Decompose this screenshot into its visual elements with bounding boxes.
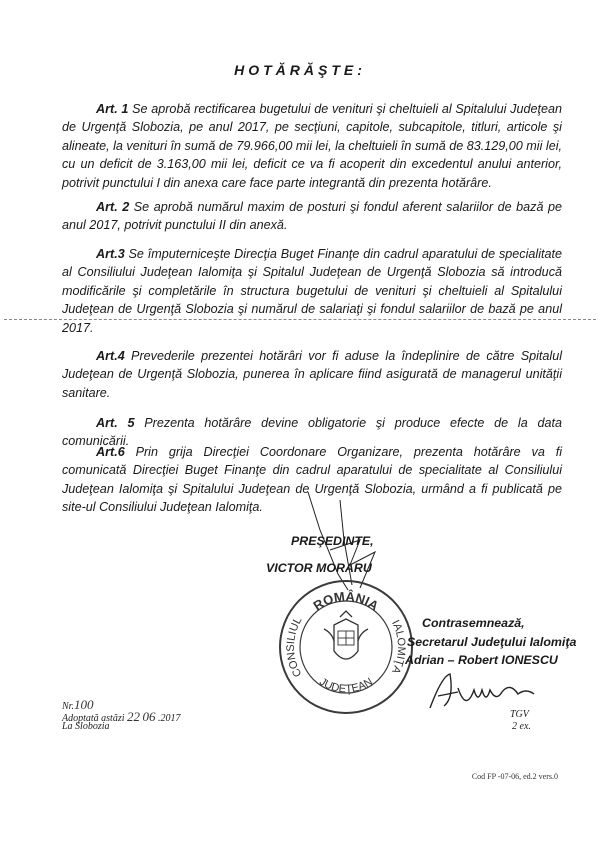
dashed-fold-line: [4, 319, 596, 320]
countersign-label: Contrasemnează,: [422, 616, 525, 630]
form-code: Cod FP -07-06, ed.2 vers.0: [471, 772, 558, 781]
article-1-text: Se aprobă rectificarea bugetului de venituri şi cheltuieli al Spitalului Judeţean de Urgenţă Slobozia, pe anul 2017, pe secţiuni, capitole, subcapitole, titluri, articole şi alineate, la venituri în sumă de 79.966,00 mii lei, la cheltuieli în sumă de 83.129,00 mii lei, cu un deficit de 3.163,00 mii lei, deficit ce va fi acoperit din excedentul anului anterior, potrivit punctului I din anexa care face parte integrantă din prezenta hotărâre.: [62, 102, 562, 190]
countersign-name: Adrian – Robert IONESCU: [405, 653, 558, 667]
article-5-label: Art. 5: [96, 416, 135, 430]
article-3: [62, 245, 562, 337]
president-name: VICTOR MORARU: [266, 561, 372, 575]
article-4-text: Prevederile prezentei hotărâri vor fi aduse la îndeplinire de către Spitalul Judeţean de Urgenţă Slobozia, punerea în aplicare fiind asigurată de managerul unităţii sanitare.: [62, 349, 562, 400]
adoption-date: Adoptată astăzi 22 06 .2017: [62, 709, 181, 724]
adoption-year: .2017: [158, 713, 181, 724]
coat-of-arms-icon: [324, 611, 368, 659]
stamp-bottom-text: JUDEŢEAN: [317, 675, 375, 696]
article-6-text: Prin grija Direcţiei Coordonare Organizare, prezenta hotărâre va fi comunicată Direcţiei Buget Finanţe din cadrul aparatului de specialitate al Consiliului Judeţean Ialomiţa şi Spitalului Judeţean de Urgenţă Slobozia, urmând a fi publicată pe site-ul Consiliului Judeţean Ialomiţa.: [62, 445, 562, 515]
decision-number: Nr.100: [62, 697, 94, 712]
stamp-left-text: CONSILIUL: [284, 615, 305, 679]
document-title: HOTĂRĂŞTE:: [234, 62, 366, 78]
article-6-label: Art.6: [96, 445, 125, 459]
countersign-title: Secretarul Judeţului Ialomiţa: [407, 635, 577, 649]
svg-text:JUDEŢEAN: [317, 676, 375, 696]
article-5-text: Prezenta hotărâre devine obligatorie şi produce efecte de la data comunicării.: [62, 416, 562, 449]
article-3-label: Art.3: [96, 247, 125, 261]
article-4: [62, 347, 562, 402]
stamp-top-text: ROMÂNIA: [310, 588, 382, 614]
article-4-label: Art.4: [96, 349, 125, 363]
article-2-label: Art. 2: [96, 200, 130, 214]
article-1: [62, 100, 562, 192]
svg-text:ROMÂNIA: [311, 589, 382, 614]
president-role: PREŞEDINTE,: [291, 534, 374, 548]
svg-text:CONSILIUL: [285, 615, 305, 679]
copies-count: 2 ex.: [512, 721, 531, 732]
initials: TGV: [510, 709, 529, 720]
adoption-day: 22: [127, 709, 141, 724]
official-stamp-icon: [276, 577, 416, 717]
article-2-text: Se aprobă numărul maxim de posturi şi fondul aferent salariilor de bază pe anul 2017, potrivit punctului II din anexă.: [62, 200, 562, 233]
adoption-place: La Slobozia: [62, 721, 110, 732]
decision-number-value: 100: [73, 697, 94, 712]
stamp-right-text: IALOMIŢA: [389, 618, 408, 676]
article-1-label: Art. 1: [96, 102, 129, 116]
article-3-text: Se împuterniceşte Direcţia Buget Finanţe din cadrul aparatului de specialitate al Consiliului Judeţean Ialomiţa şi Spitalul Judeţean de Urgenţă Slobozia să introducă modificările şi completările în structura bugetului de venituri şi cheltuieli al Spitalului Judeţean de Urgenţă Slobozia şi numărul de salariaţi şi fondul salariilor de bază pe anul 2017.: [62, 247, 562, 335]
adoption-month: 06: [142, 709, 156, 724]
secretary-signature-icon: [424, 668, 554, 714]
article-2: [62, 198, 562, 235]
